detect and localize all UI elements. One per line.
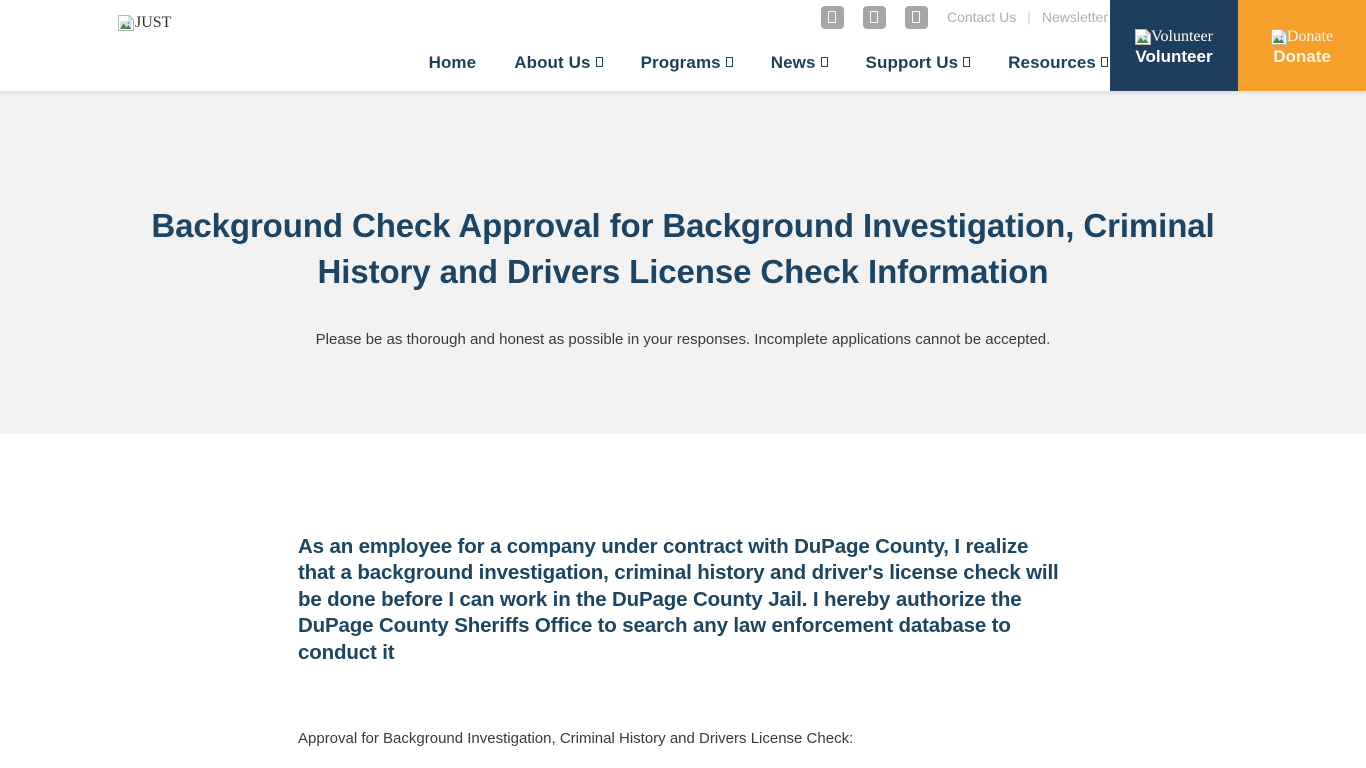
utility-link-newsletter[interactable]: Newsletter	[1041, 9, 1108, 25]
nav-item-label: Programs	[640, 53, 721, 72]
volunteer-button[interactable]	[1110, 0, 1238, 91]
social-icon-twitter[interactable]	[863, 6, 886, 29]
page-hero	[0, 91, 1366, 434]
donate-label: Donate	[1273, 46, 1331, 66]
utility-link-contact-us[interactable]: Contact Us	[946, 9, 1017, 25]
missing-glyph-box	[828, 11, 836, 23]
page-title: Background Check Approval for Background Investigation, Criminal History and Drivers License Check Information	[151, 207, 1215, 290]
site-logo[interactable]	[118, 15, 171, 31]
nav-item-about-us[interactable]	[514, 53, 602, 73]
volunteer-image-row	[1135, 29, 1213, 45]
utility-separator: |	[1027, 9, 1031, 25]
chevron-down-icon	[821, 57, 828, 67]
missing-glyph-box	[870, 11, 878, 23]
chevron-down-icon	[596, 57, 603, 67]
nav-item-news[interactable]	[771, 53, 828, 73]
broken-image-icon	[1271, 29, 1287, 45]
main-navigation	[429, 53, 1108, 73]
nav-item-programs[interactable]	[641, 53, 733, 73]
main-content	[0, 434, 1366, 750]
nav-item-label: Home	[428, 53, 477, 72]
chevron-down-icon	[1101, 57, 1108, 67]
donate-button[interactable]	[1238, 0, 1366, 91]
page-subtitle: Please be as thorough and honest as possible in your responses. Incomplete applications cannot be accepted.	[315, 331, 1051, 348]
content-column	[298, 534, 1068, 750]
authorization-statement: As an employee for a company under contract with DuPage County, I realize that a background investigation, criminal history and driver's license check will be done before I can work in the DuPage County Jail. I hereby authorize the DuPage County Sheriffs Office to search any law enforcement database to conduct it	[298, 535, 1059, 664]
nav-item-home[interactable]	[429, 53, 477, 73]
social-icon-facebook[interactable]	[821, 6, 844, 29]
social-icon-instagram[interactable]	[905, 6, 928, 29]
site-header	[0, 0, 1366, 91]
site-logo-alt-text: JUST	[135, 14, 172, 31]
chevron-down-icon	[726, 57, 733, 67]
volunteer-alt-text: Volunteer	[1151, 27, 1213, 45]
nav-item-label: About Us	[514, 53, 591, 72]
nav-item-support-us[interactable]	[866, 53, 971, 73]
donate-alt-text: Donate	[1286, 27, 1334, 45]
volunteer-label: Volunteer	[1135, 46, 1213, 66]
approval-field-label: Approval for Background Investigation, Criminal History and Drivers License Check:	[298, 730, 854, 748]
broken-image-icon	[1135, 29, 1151, 45]
nav-item-label: News	[770, 53, 816, 72]
nav-item-label: Support Us	[865, 53, 959, 72]
nav-item-label: Resources	[1008, 53, 1096, 72]
header-cta-group	[1110, 0, 1366, 91]
chevron-down-icon	[963, 57, 970, 67]
utility-bar	[821, 5, 1108, 29]
missing-glyph-box	[912, 11, 920, 23]
broken-image-icon	[118, 15, 134, 31]
nav-item-resources[interactable]	[1008, 53, 1108, 73]
donate-image-row	[1271, 29, 1333, 45]
